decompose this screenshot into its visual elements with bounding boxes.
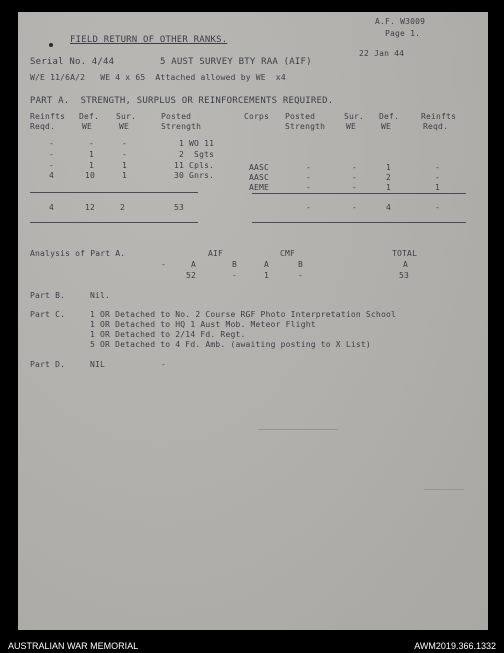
- analysis-cmf-a: A: [264, 260, 270, 269]
- analysis-value-total: 53: [399, 271, 410, 280]
- analysis-value-cmf-b: -: [298, 271, 304, 280]
- col-header-reinfts: Reinfts: [30, 112, 66, 121]
- analysis-value-cmf-a: 1: [264, 271, 270, 280]
- left-row-sur: -: [122, 150, 128, 159]
- left-row-def: 1: [89, 150, 95, 159]
- serial-number: Serial No. 4/44: [30, 57, 115, 67]
- analysis-aif-a: A: [191, 260, 197, 269]
- col-header-right-posted: Posted: [285, 112, 316, 121]
- col-header-sur-sub: WE: [119, 122, 130, 131]
- right-row-def: 1: [386, 183, 392, 192]
- left-row-posted: 2 Sgts: [179, 150, 215, 159]
- right-row-corps: AEME: [249, 183, 270, 192]
- col-header-right-def: Def.: [379, 112, 400, 121]
- right-row-posted: -: [306, 173, 312, 182]
- col-header-right-posted-sub: Strength: [285, 122, 326, 131]
- punch-hole: [49, 43, 53, 47]
- bleed-through-mark: [424, 489, 464, 490]
- analysis-title: Analysis of Part A.: [30, 249, 126, 258]
- left-row-def: 1: [89, 161, 95, 170]
- analysis-cmf-b: B: [298, 260, 304, 269]
- col-header-posted: Posted: [161, 112, 192, 121]
- part-a-title: PART A. STRENGTH, SURPLUS OR REINFORCEMENTS REQUIRED.: [30, 96, 334, 106]
- document-page: [18, 12, 488, 630]
- col-header-right-reinfts: Reinfts: [421, 112, 457, 121]
- left-row-reinfts: -: [49, 150, 55, 159]
- analysis-total: TOTAL: [392, 249, 418, 258]
- right-row-reinfts: 1: [435, 183, 441, 192]
- left-row-sur: 1: [122, 161, 128, 170]
- left-row-posted: 1 WO 11: [179, 139, 215, 148]
- part-c-label: Part C.: [30, 310, 66, 319]
- col-header-posted-sub: Strength: [161, 122, 202, 131]
- total-def: 12: [85, 203, 96, 212]
- col-header-right-sur: Sur.: [344, 112, 365, 121]
- part-c-line: 1 OR Detached to HQ 1 Aust Mob. Meteor Flight: [90, 320, 316, 329]
- col-header-right-reinfts-sub: Reqd.: [423, 122, 449, 131]
- analysis-value-aif-a: 52: [186, 271, 197, 280]
- analysis-dash: -: [161, 260, 167, 269]
- right-total-def: 4: [386, 203, 392, 212]
- left-row-reinfts: -: [49, 161, 55, 170]
- total-reinfts: 4: [49, 203, 55, 212]
- right-row-sur: -: [352, 163, 358, 172]
- unit-name: 5 AUST SURVEY BTY RAA (AIF): [160, 57, 312, 67]
- right-row-def: 2: [386, 173, 392, 182]
- col-header-reinfts-sub: Reqd.: [30, 122, 56, 131]
- right-total-sur: -: [352, 203, 358, 212]
- col-header-corps: Corps: [244, 112, 270, 121]
- analysis-cmf: CMF: [280, 249, 296, 258]
- return-date: 22 Jan 44: [359, 49, 405, 58]
- totals-rule-right: [252, 193, 466, 194]
- left-row-posted: 30 Gnrs.: [174, 171, 215, 180]
- analysis-total-a: A: [403, 260, 409, 269]
- part-d-text: NIL: [90, 360, 106, 369]
- right-row-posted: -: [306, 183, 312, 192]
- col-header-right-def-sub: WE: [381, 122, 392, 131]
- left-row-sur: -: [122, 139, 128, 148]
- totals-rule-left: [30, 192, 198, 193]
- total-sur: 2: [120, 203, 126, 212]
- part-d-label: Part D.: [30, 360, 66, 369]
- part-d-dash: -: [161, 360, 167, 369]
- col-header-def: Def.: [79, 112, 100, 121]
- bleed-through-mark: [258, 429, 338, 430]
- right-row-posted: -: [306, 163, 312, 172]
- right-total-posted: -: [306, 203, 312, 212]
- right-total-reinfts: -: [435, 203, 441, 212]
- right-row-sur: -: [352, 173, 358, 182]
- page-number: Page 1.: [385, 29, 421, 38]
- analysis-aif: AIF: [208, 249, 224, 258]
- left-row-def: -: [89, 139, 95, 148]
- left-row-def: 10: [85, 171, 96, 180]
- analysis-value-aif-b: -: [232, 271, 238, 280]
- right-row-corps: AASC: [249, 173, 270, 182]
- analysis-aif-b: B: [232, 260, 238, 269]
- right-row-reinfts: -: [435, 173, 441, 182]
- right-row-corps: AASC: [249, 163, 270, 172]
- war-establishment-line: W/E 11/6A/2 WE 4 x 65 Attached allowed by WE x4: [30, 73, 286, 82]
- col-header-sur: Sur.: [116, 112, 137, 121]
- part-c-line: 1 OR Detached to 2/14 Fd. Regt.: [90, 330, 246, 339]
- part-c-line: 5 OR Detached to 4 Fd. Amb. (awaiting posting to X List): [90, 340, 371, 349]
- col-header-right-sur-sub: WE: [346, 122, 357, 131]
- left-row-sur: 1: [122, 171, 128, 180]
- left-row-posted: 11 Cpls.: [174, 161, 215, 170]
- part-c-line: 1 OR Detached to No. 2 Course RGF Photo Interpretation School: [90, 310, 397, 319]
- total-posted: 53: [174, 203, 185, 212]
- left-row-reinfts: -: [49, 139, 55, 148]
- col-header-def-sub: WE: [82, 122, 93, 131]
- archive-credit: AUSTRALIAN WAR MEMORIAL: [8, 641, 139, 651]
- left-row-reinfts: 4: [49, 171, 55, 180]
- document-title: FIELD RETURN OF OTHER RANKS.: [70, 35, 228, 45]
- bottom-rule-right: [252, 222, 466, 223]
- right-row-reinfts: -: [435, 163, 441, 172]
- form-number: A.F. W3009: [375, 17, 426, 26]
- part-b-label: Part B.: [30, 291, 66, 300]
- right-row-def: 1: [386, 163, 392, 172]
- part-b-text: Nil.: [90, 291, 111, 300]
- bottom-rule-left: [30, 222, 198, 223]
- right-row-sur: -: [352, 183, 358, 192]
- accession-number: AWM2019.366.1332: [414, 641, 496, 651]
